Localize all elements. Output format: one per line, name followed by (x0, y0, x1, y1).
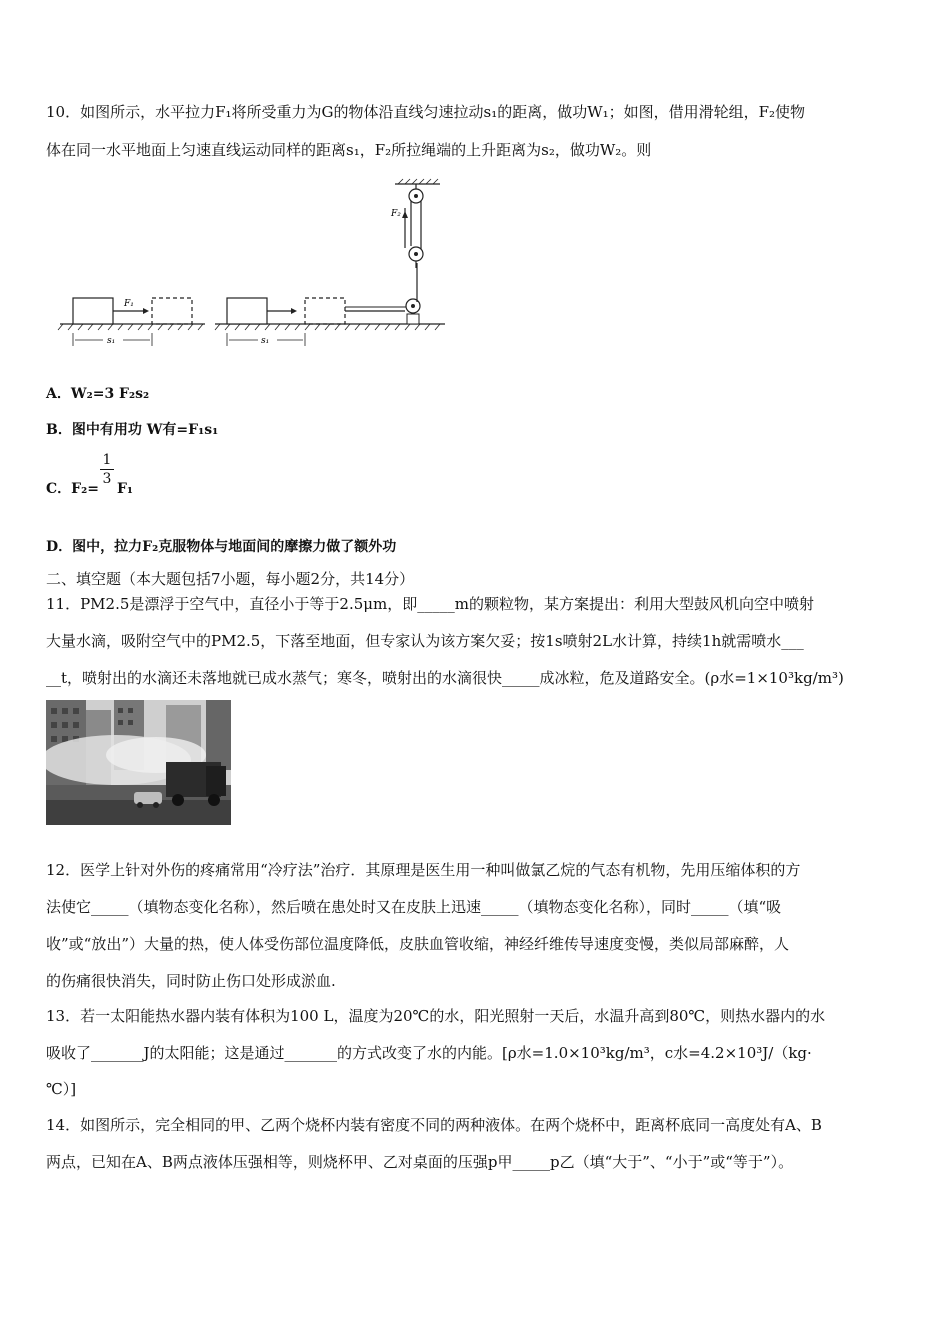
q10-option-c (46, 478, 133, 498)
section-heading: 二、填空题（本大题包括7小题，每小题2分，共14分） (46, 570, 415, 588)
q11-line2: 大量水滴，吸附空气中的PM2.5，下落至地面，但专家认为该方案欠妥；按1s喷射2L水计算，持续1h就需喷水___ (46, 632, 804, 650)
q10-option-c-fraction (100, 452, 114, 487)
q14-line1: 14．如图所示，完全相同的甲、乙两个烧杯内装有密度不同的两种液体。在两个烧杯中，距离杯底同一高度处有A、B (46, 1116, 822, 1134)
q12-line1: 12．医学上针对外伤的疼痛常用“冷疗法”治疗．其原理是医生用一种叫做氯乙烷的气态有机物，先用压缩体积的方 (46, 861, 801, 879)
fraction-denominator: 3 (102, 471, 112, 487)
q10-option-b: B．图中有用功 W有=F₁s₁ (46, 422, 219, 438)
q11-line1: 11．PM2.5是漂浮于空气中，直径小于等于2.5μm，即_____m的颗粒物，某方案提出：利用大型鼓风机向空中喷射 (46, 595, 814, 613)
q14-line2: 两点，已知在A、B两点液体压强相等，则烧杯甲、乙对桌面的压强p甲_____p乙（填“大于”、“小于”或“等于”）。 (46, 1153, 794, 1171)
q10-option-a: A．W₂=3 F₂s₂ (46, 386, 150, 402)
q10-line1: 10．如图所示，水平拉力F₁将所受重力为G的物体沿直线匀速拉动s₁的距离，做功W₁；如图，借用滑轮组，F₂使物 (46, 103, 806, 121)
f2-label: F₂ (391, 209, 401, 219)
q11-line3: __t，喷射出的水滴还未落地就已成水蒸气；寒冬，喷射出的水滴很快_____成冰粒，危及道路安全。(ρ水=1×10³kg/m³) (46, 669, 844, 687)
q10-pulley-figure (55, 178, 450, 353)
q13-line2: 吸收了_______J的太阳能；这是通过_______的方式改变了水的内能。[ρ水=1.0×10³kg/m³，c水=4.2×10³J/（kg· (46, 1044, 812, 1062)
q13-line3: ℃）] (46, 1080, 77, 1098)
q13-line1: 13．若一太阳能热水器内装有体积为100 L，温度为20℃的水，阳光照射一天后，水温升高到80℃，则热水器内的水 (46, 1007, 826, 1025)
q10-option-d: D．图中，拉力F₂克服物体与地面间的摩擦力做了额外功 (46, 539, 397, 555)
q10-line2: 体在同一水平地面上匀速直线运动同样的距离s₁，F₂所拉绳端的上升距离为s₂，做功W₂。则 (46, 141, 652, 159)
f1-label: F₁ (124, 299, 134, 309)
q10-option-c-suffix: F₁ (116, 481, 134, 497)
q12-line4: 的伤痛很快消失，同时防止伤口处形成淤血. (46, 972, 336, 990)
q10-option-c-prefix: C．F₂= (46, 481, 99, 497)
s1-label-right: s₁ (261, 336, 270, 346)
s1-label-left: s₁ (107, 336, 116, 346)
q12-line2: 法使它_____（填物态变化名称），然后喷在患处时又在皮肤上迅速_____（填物态变化名称），同时_____（填“吸 (46, 898, 782, 916)
q12-line3: 收”或“放出”）大量的热，使人体受伤部位温度降低，皮肤血管收缩，神经纤维传导速度变慢，类似局部麻醉，人 (46, 935, 790, 953)
fraction-numerator: 1 (102, 452, 112, 468)
q11-spray-truck-photo (46, 700, 231, 825)
